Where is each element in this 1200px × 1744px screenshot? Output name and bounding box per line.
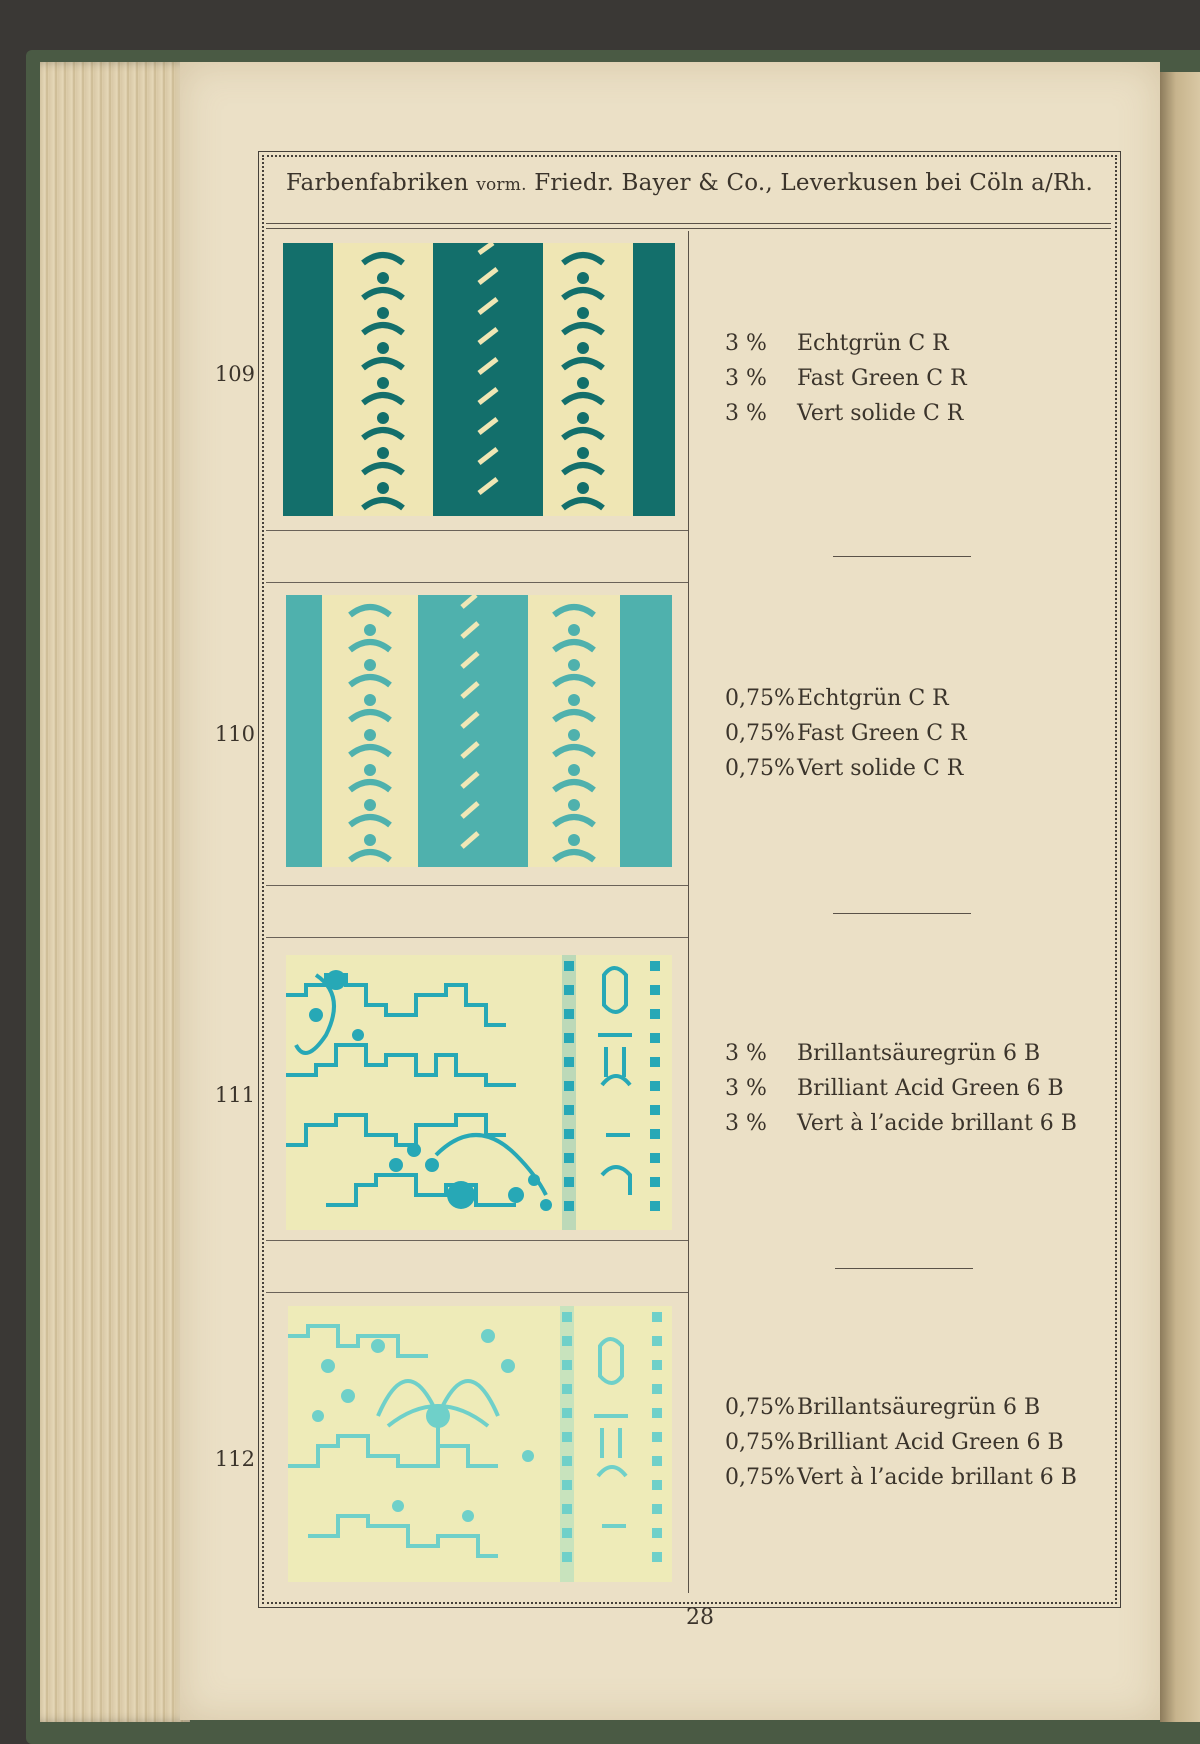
page-header xyxy=(262,170,1117,196)
dye-name: Vert solide C R xyxy=(797,401,964,426)
header-company: Farbenfabriken xyxy=(285,170,469,196)
header-rule-1 xyxy=(266,223,1111,224)
percentage: 3 % xyxy=(725,401,767,426)
recipe-line xyxy=(725,361,967,396)
cell-line xyxy=(266,885,688,886)
column-divider xyxy=(688,231,689,1593)
percentage: 3 % xyxy=(725,1041,767,1066)
sample-number-112: 112 xyxy=(214,1447,255,1471)
page-edges xyxy=(40,62,190,1722)
percentage: 0,75% xyxy=(725,756,795,781)
recipe-line xyxy=(725,1036,1077,1071)
percentage: 0,75% xyxy=(725,1395,795,1420)
dye-name: Brilliant Acid Green 6 B xyxy=(797,1076,1064,1101)
recipe-line xyxy=(725,326,967,361)
dye-name: Fast Green C R xyxy=(797,721,967,746)
fabric-swatch-112 xyxy=(288,1306,672,1582)
recipe-line xyxy=(725,1071,1077,1106)
header-rule-2 xyxy=(266,228,1111,229)
recipe-line xyxy=(725,1106,1077,1141)
recipe-line xyxy=(725,396,967,431)
fabric-swatch-110 xyxy=(286,595,672,867)
dye-name: Brillantsäuregrün 6 B xyxy=(797,1041,1041,1066)
dye-name: Echtgrün C R xyxy=(797,686,949,711)
percentage: 0,75% xyxy=(725,721,795,746)
percentage: 0,75% xyxy=(725,1430,795,1455)
header-address: Friedr. Bayer & Co., Leverkusen bei Cöln a/Rh. xyxy=(534,170,1094,196)
header-vorm: vorm. xyxy=(476,175,527,195)
cell-line xyxy=(266,530,688,531)
sample-number-111: 111 xyxy=(214,1083,255,1107)
percentage: 0,75% xyxy=(725,1465,795,1490)
recipe-line xyxy=(725,751,967,786)
recipe-line xyxy=(725,1425,1077,1460)
dye-name: Vert solide C R xyxy=(797,756,964,781)
separator-rule xyxy=(833,913,971,914)
percentage: 3 % xyxy=(725,331,767,356)
percentage: 3 % xyxy=(725,1076,767,1101)
separator-rule xyxy=(833,556,971,557)
dye-name: Vert à l’acide brillant 6 B xyxy=(797,1111,1077,1136)
recipe-line xyxy=(725,1390,1077,1425)
cell-line xyxy=(266,582,688,583)
percentage: 0,75% xyxy=(725,686,795,711)
fabric-swatch-109 xyxy=(283,243,675,516)
dye-name: Vert à l’acide brillant 6 B xyxy=(797,1465,1077,1490)
sample-number-110: 110 xyxy=(214,722,255,746)
recipe-line xyxy=(725,716,967,751)
recipe-line xyxy=(725,681,967,716)
dye-name: Echtgrün C R xyxy=(797,331,949,356)
fabric-swatch-111 xyxy=(286,955,672,1230)
cell-line xyxy=(266,1292,688,1293)
dye-name: Brilliant Acid Green 6 B xyxy=(797,1430,1064,1455)
dye-recipe-109 xyxy=(725,326,967,431)
recipe-line xyxy=(725,1460,1077,1495)
percentage: 3 % xyxy=(725,1111,767,1136)
dye-recipe-111 xyxy=(725,1036,1077,1141)
cell-line xyxy=(266,937,688,938)
dye-name: Fast Green C R xyxy=(797,366,967,391)
dye-recipe-112 xyxy=(725,1390,1077,1495)
dye-recipe-110 xyxy=(725,681,967,786)
percentage: 3 % xyxy=(725,366,767,391)
sample-number-109: 109 xyxy=(214,362,255,386)
cell-line xyxy=(266,1240,688,1241)
dye-name: Brillantsäuregrün 6 B xyxy=(797,1395,1041,1420)
next-page-edge xyxy=(1160,72,1200,1722)
page-number: 28 xyxy=(686,1605,714,1630)
separator-rule xyxy=(835,1268,973,1269)
